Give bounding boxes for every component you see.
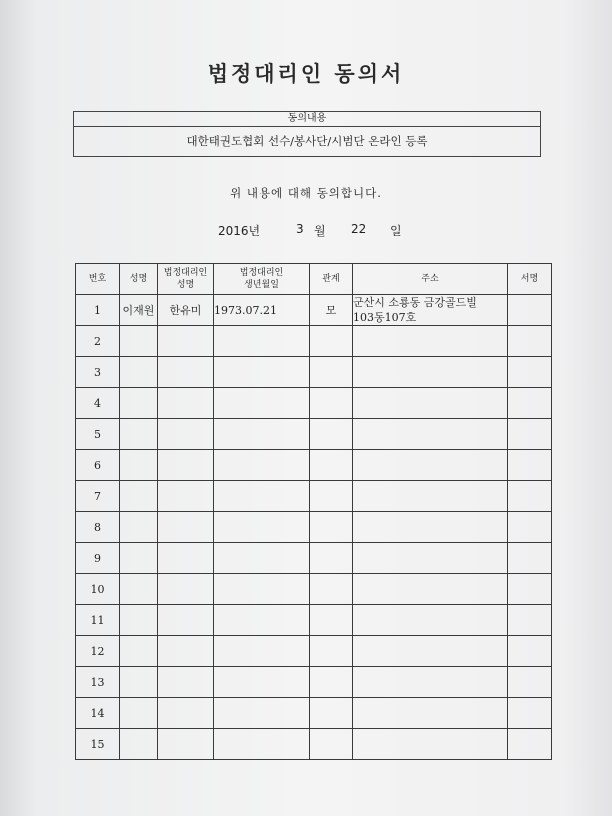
row-guardian-birth [214, 605, 310, 636]
row-name [120, 667, 158, 698]
row-number: 11 [76, 605, 120, 636]
row-signature [508, 543, 552, 574]
row-number: 13 [76, 667, 120, 698]
row-relation [310, 388, 353, 419]
row-address [353, 326, 508, 357]
row-signature [508, 667, 552, 698]
row-relation [310, 512, 353, 543]
row-name [120, 388, 158, 419]
consent-box [73, 111, 541, 157]
row-name [120, 481, 158, 512]
row-signature [508, 512, 552, 543]
row-relation [310, 667, 353, 698]
row-relation [310, 419, 353, 450]
row-guardian-name [158, 450, 214, 481]
row-address [353, 698, 508, 729]
date-month-unit: 월 [314, 224, 326, 238]
table-row [76, 388, 552, 419]
table-body [76, 295, 552, 760]
row-relation [310, 574, 353, 605]
row-guardian-name: 한유미 [158, 295, 214, 326]
row-number: 4 [76, 388, 120, 419]
table-header-row [76, 264, 552, 295]
row-guardian-name [158, 574, 214, 605]
table-row [76, 667, 552, 698]
row-guardian-name [158, 636, 214, 667]
row-signature [508, 729, 552, 760]
row-number: 5 [76, 419, 120, 450]
row-guardian-name [158, 326, 214, 357]
row-number: 3 [76, 357, 120, 388]
table-row [76, 450, 552, 481]
row-guardian-name [158, 512, 214, 543]
row-relation [310, 326, 353, 357]
row-number: 9 [76, 543, 120, 574]
row-signature [508, 605, 552, 636]
row-guardian-birth [214, 388, 310, 419]
row-number: 8 [76, 512, 120, 543]
row-name: 이재원 [120, 295, 158, 326]
row-relation: 모 [310, 295, 353, 326]
header-guardian-name [158, 264, 214, 295]
table-row [76, 698, 552, 729]
row-guardian-name [158, 667, 214, 698]
row-relation [310, 481, 353, 512]
row-number: 15 [76, 729, 120, 760]
row-guardian-name [158, 605, 214, 636]
row-signature [508, 574, 552, 605]
row-guardian-birth [214, 698, 310, 729]
row-address-line1: 군산시 소룡동 금강골드빌 [353, 296, 477, 309]
row-relation [310, 605, 353, 636]
row-guardian-birth [214, 543, 310, 574]
row-number: 2 [76, 326, 120, 357]
row-guardian-name [158, 698, 214, 729]
row-number: 7 [76, 481, 120, 512]
row-signature [508, 388, 552, 419]
row-guardian-birth [214, 419, 310, 450]
document-title: 법정대리인 동의서 [207, 61, 405, 86]
header-guardian-birth-line1: 법정대리인 [239, 268, 284, 278]
row-address [353, 357, 508, 388]
row-relation [310, 698, 353, 729]
table-row [76, 574, 552, 605]
header-guardian-name-line1: 법정대리인 [163, 268, 208, 278]
row-address [353, 450, 508, 481]
row-guardian-birth [214, 326, 310, 357]
table-row [76, 543, 552, 574]
row-address-line2: 103동107호 [353, 311, 417, 324]
row-signature [508, 357, 552, 388]
row-guardian-birth [214, 636, 310, 667]
row-signature [508, 419, 552, 450]
table-row [76, 295, 552, 326]
table-row [76, 357, 552, 388]
row-name [120, 605, 158, 636]
header-guardian-name-line2: 성명 [176, 280, 195, 290]
row-guardian-birth: 1973.07.21 [214, 295, 310, 326]
row-guardian-birth [214, 450, 310, 481]
row-relation [310, 636, 353, 667]
row-name [120, 326, 158, 357]
row-guardian-name [158, 543, 214, 574]
row-address [353, 667, 508, 698]
table-row [76, 512, 552, 543]
header-relation: 관계 [310, 264, 353, 295]
row-name [120, 574, 158, 605]
row-address [353, 636, 508, 667]
header-guardian-birth-line2: 생년월일 [244, 280, 279, 290]
table-row [76, 605, 552, 636]
row-number: 6 [76, 450, 120, 481]
header-no: 번호 [76, 264, 120, 295]
table-row [76, 419, 552, 450]
row-number: 1 [76, 295, 120, 326]
row-guardian-name [158, 481, 214, 512]
date-year: 2016년 [218, 224, 261, 238]
row-relation [310, 450, 353, 481]
row-guardian-birth [214, 667, 310, 698]
row-name [120, 450, 158, 481]
table-row [76, 326, 552, 357]
row-signature [508, 636, 552, 667]
row-number: 14 [76, 698, 120, 729]
row-signature [508, 450, 552, 481]
consent-body: 대한태권도협회 선수/봉사단/시범단 온라인 등록 [186, 134, 428, 148]
row-name [120, 543, 158, 574]
row-name [120, 698, 158, 729]
row-name [120, 512, 158, 543]
row-address [353, 481, 508, 512]
header-name: 성명 [120, 264, 158, 295]
table-row [76, 481, 552, 512]
row-number: 12 [76, 636, 120, 667]
row-guardian-birth [214, 729, 310, 760]
row-address [353, 512, 508, 543]
guardian-table [75, 263, 552, 760]
row-relation [310, 357, 353, 388]
date-day-unit: 일 [390, 224, 402, 238]
row-name [120, 357, 158, 388]
row-guardian-name [158, 388, 214, 419]
row-signature [508, 326, 552, 357]
row-address [353, 605, 508, 636]
date-day-value: 22 [351, 222, 367, 236]
row-signature [508, 295, 552, 326]
row-address [353, 729, 508, 760]
row-guardian-name [158, 729, 214, 760]
row-address [353, 543, 508, 574]
row-guardian-birth [214, 574, 310, 605]
row-signature [508, 481, 552, 512]
row-number: 10 [76, 574, 120, 605]
row-name [120, 419, 158, 450]
row-guardian-birth [214, 481, 310, 512]
agree-statement: 위 내용에 대해 동의합니다. [230, 186, 382, 200]
date-month-value: 3 [296, 222, 304, 236]
header-guardian-birth [214, 264, 310, 295]
row-address [353, 388, 508, 419]
row-guardian-birth [214, 357, 310, 388]
row-name [120, 636, 158, 667]
row-name [120, 729, 158, 760]
row-address [353, 419, 508, 450]
consent-header: 동의내용 [74, 112, 540, 127]
table-row [76, 636, 552, 667]
row-address [353, 574, 508, 605]
header-signature: 서명 [508, 264, 552, 295]
row-address [353, 295, 508, 326]
row-guardian-name [158, 357, 214, 388]
table-row [76, 729, 552, 760]
row-guardian-name [158, 419, 214, 450]
header-address: 주소 [353, 264, 508, 295]
row-signature [508, 698, 552, 729]
row-relation [310, 543, 353, 574]
row-relation [310, 729, 353, 760]
row-guardian-birth [214, 512, 310, 543]
